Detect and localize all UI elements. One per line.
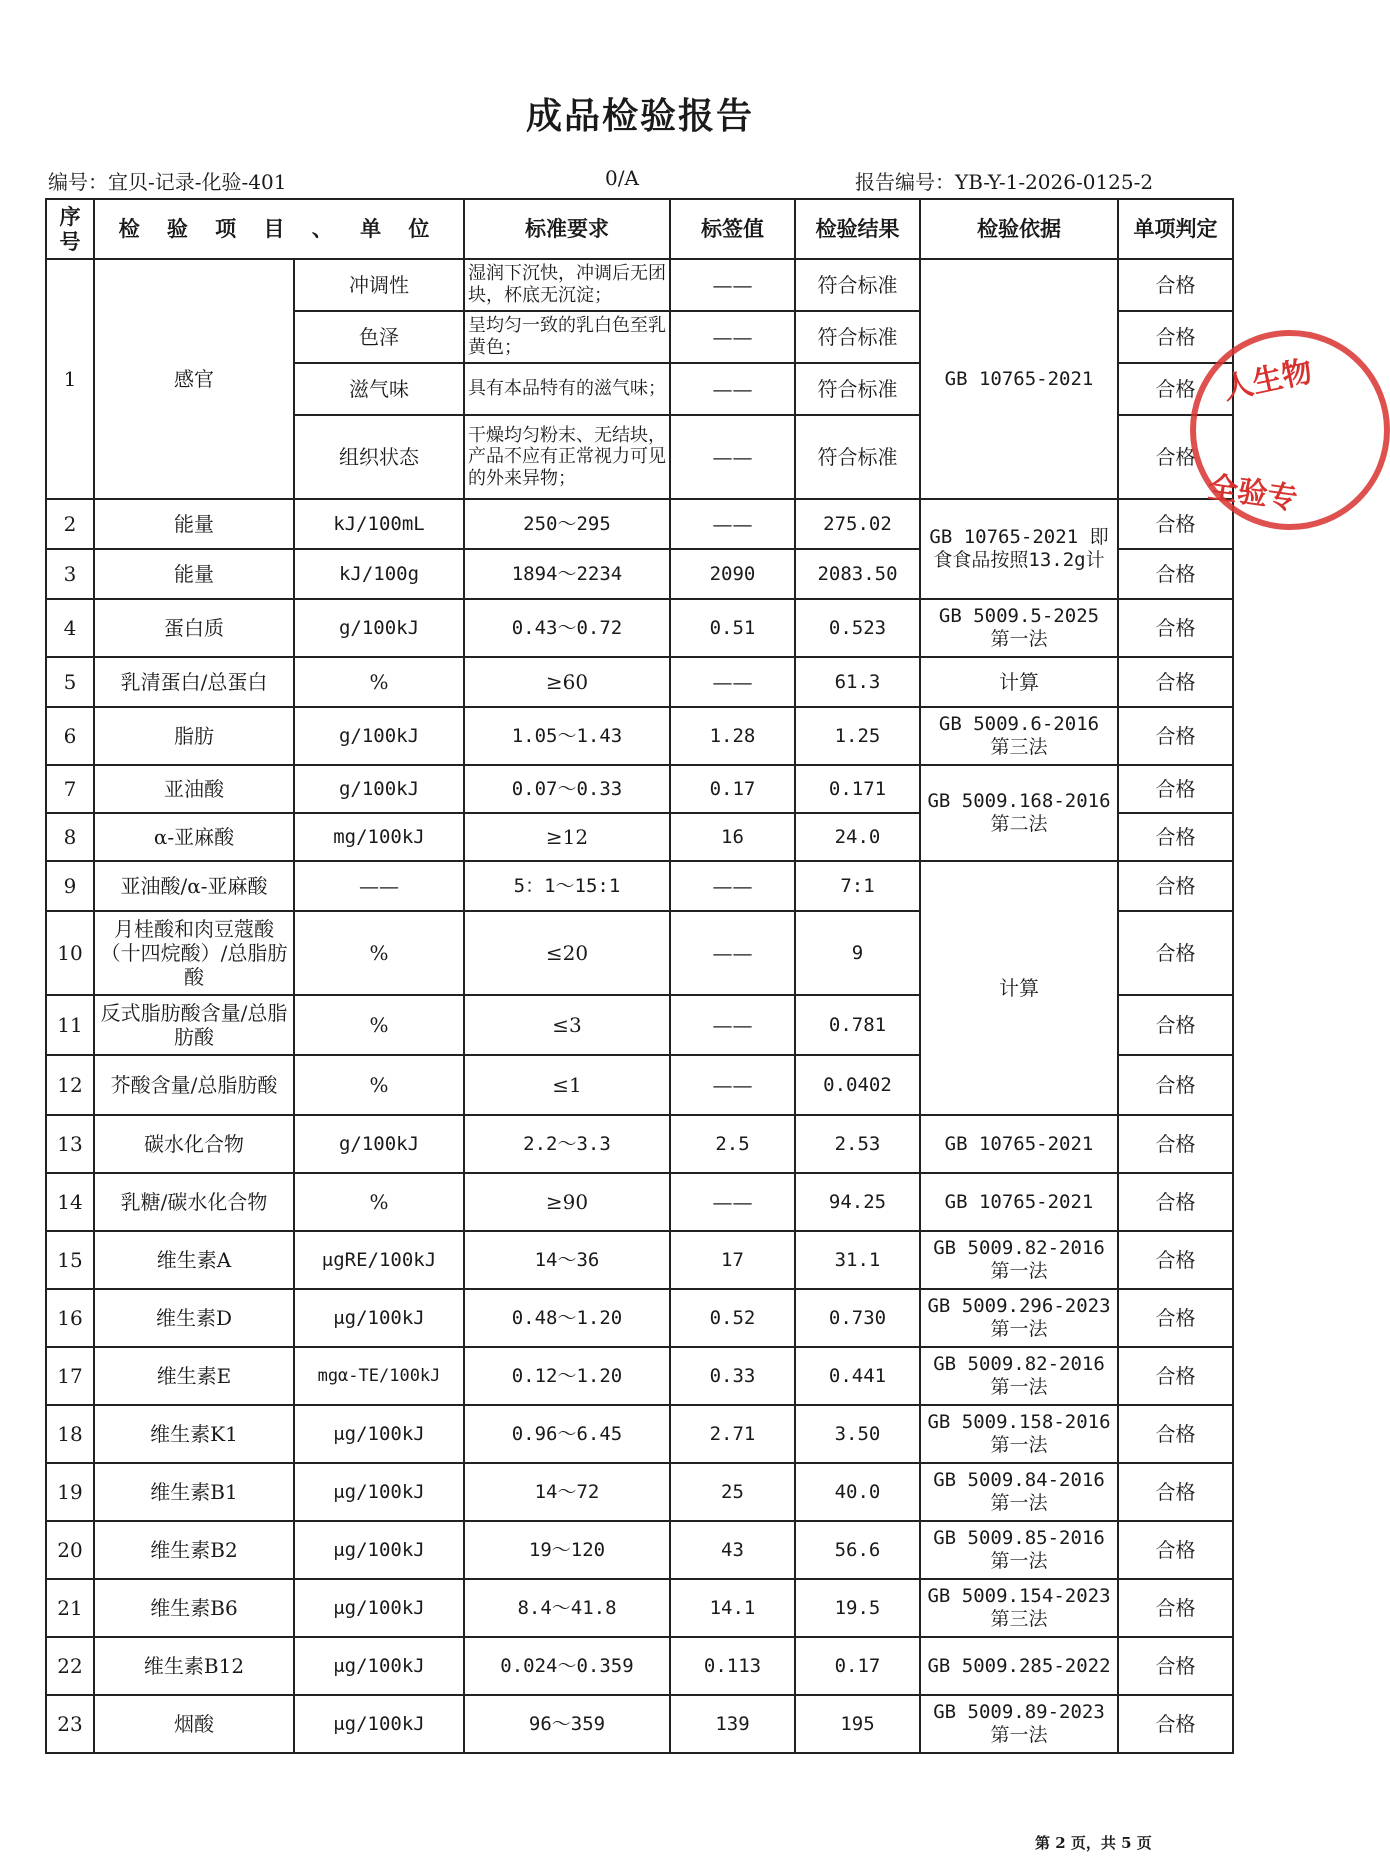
row-judgement: 合格: [1118, 1521, 1233, 1579]
row-no: 20: [46, 1521, 94, 1579]
row-standard: 2.2～3.3: [464, 1115, 670, 1173]
row-label: ——: [670, 911, 795, 995]
row-item: 脂肪: [94, 707, 294, 765]
row-basis: GB 10765-2021 即食食品按照13.2g计: [920, 499, 1118, 599]
row-standard: ≥12: [464, 813, 670, 861]
row-sub-item: 色泽: [294, 311, 464, 363]
row-item: 芥酸含量/总脂肪酸: [94, 1055, 294, 1115]
row-basis: GB 5009.82-2016 第一法: [920, 1231, 1118, 1289]
row-item: α-亚麻酸: [94, 813, 294, 861]
table-row: [46, 707, 1233, 765]
table-row: [46, 1695, 1233, 1753]
row-basis: GB 10765-2021: [920, 1115, 1118, 1173]
row-result: 3.50: [795, 1405, 920, 1463]
row-judgement: 合格: [1118, 549, 1233, 599]
row-label: ——: [670, 415, 795, 499]
table-row: [46, 499, 1233, 549]
row-standard: 14～72: [464, 1463, 670, 1521]
row-basis: GB 5009.296-2023 第一法: [920, 1289, 1118, 1347]
row-unit: g/100kJ: [294, 707, 464, 765]
seal-text-top: 人生物: [1220, 353, 1316, 407]
row-result: 40.0: [795, 1463, 920, 1521]
row-item: 亚油酸: [94, 765, 294, 813]
row-item: 维生素B1: [94, 1463, 294, 1521]
row-result: 31.1: [795, 1231, 920, 1289]
col-header-standard: 标准要求: [464, 199, 670, 259]
row-no: 6: [46, 707, 94, 765]
row-standard: 8.4～41.8: [464, 1579, 670, 1637]
row-unit: g/100kJ: [294, 765, 464, 813]
row-basis: GB 5009.168-2016 第二法: [920, 765, 1118, 861]
row-standard: ≥60: [464, 657, 670, 707]
inspection-table: [45, 198, 1234, 1754]
table-row: [46, 657, 1233, 707]
document-version: 0/A: [605, 166, 639, 190]
row-label: 17: [670, 1231, 795, 1289]
row-judgement: 合格: [1118, 657, 1233, 707]
row-result: 0.523: [795, 599, 920, 657]
row-standard: 湿润下沉快，冲调后无团块，杯底无沉淀；: [464, 259, 670, 311]
row-unit: %: [294, 1173, 464, 1231]
row-standard: 具有本品特有的滋气味；: [464, 363, 670, 415]
row-item: 能量: [94, 549, 294, 599]
row-standard: 干燥均匀粉末、无结块，产品不应有正常视力可见的外来异物；: [464, 415, 670, 499]
row-result: 24.0: [795, 813, 920, 861]
row-label: ——: [670, 657, 795, 707]
row-no: 5: [46, 657, 94, 707]
row-no: 9: [46, 861, 94, 911]
row-judgement: 合格: [1118, 1579, 1233, 1637]
row-result: 56.6: [795, 1521, 920, 1579]
row-judgement: 合格: [1118, 1637, 1233, 1695]
row-unit: g/100kJ: [294, 599, 464, 657]
row-judgement: 合格: [1118, 311, 1233, 363]
table-row: [46, 599, 1233, 657]
row-item: 亚油酸/α-亚麻酸: [94, 861, 294, 911]
row-standard: 14～36: [464, 1231, 670, 1289]
row-sub-item: 组织状态: [294, 415, 464, 499]
row-standard: ≥90: [464, 1173, 670, 1231]
row-label: 0.33: [670, 1347, 795, 1405]
row-result: 275.02: [795, 499, 920, 549]
table-row: [46, 1463, 1233, 1521]
row-no: 21: [46, 1579, 94, 1637]
row-basis: GB 10765-2021: [920, 1173, 1118, 1231]
table-row: [46, 1405, 1233, 1463]
row-unit: μg/100kJ: [294, 1579, 464, 1637]
row-judgement: 合格: [1118, 1055, 1233, 1115]
row-item: 碳水化合物: [94, 1115, 294, 1173]
col-header-basis: 检验依据: [920, 199, 1118, 259]
row-unit: g/100kJ: [294, 1115, 464, 1173]
row-basis: GB 5009.5-2025 第一法: [920, 599, 1118, 657]
table-row: [46, 1579, 1233, 1637]
row-unit: %: [294, 911, 464, 995]
row-no: 7: [46, 765, 94, 813]
row-label: ——: [670, 499, 795, 549]
row-judgement: 合格: [1118, 813, 1233, 861]
row-no: 11: [46, 995, 94, 1055]
row-item: 维生素A: [94, 1231, 294, 1289]
row-standard: 0.12～1.20: [464, 1347, 670, 1405]
row-judgement: 合格: [1118, 707, 1233, 765]
row-label: 0.51: [670, 599, 795, 657]
row-label: ——: [670, 995, 795, 1055]
row-unit: μg/100kJ: [294, 1695, 464, 1753]
row-label: ——: [670, 861, 795, 911]
row-standard: 19～120: [464, 1521, 670, 1579]
row-no: 17: [46, 1347, 94, 1405]
row-label: 0.17: [670, 765, 795, 813]
row-judgement: 合格: [1118, 499, 1233, 549]
row-item: 能量: [94, 499, 294, 549]
row-result: 2.53: [795, 1115, 920, 1173]
table-row: [46, 1289, 1233, 1347]
row-label: ——: [670, 1055, 795, 1115]
seal-text-bottom: 全验专: [1205, 469, 1300, 518]
row-label: 0.52: [670, 1289, 795, 1347]
row-no: 8: [46, 813, 94, 861]
table-row: [46, 1637, 1233, 1695]
row-standard: 250～295: [464, 499, 670, 549]
row-label: 16: [670, 813, 795, 861]
row-result: 符合标准: [795, 259, 920, 311]
row-label: ——: [670, 311, 795, 363]
row-basis: GB 5009.158-2016 第一法: [920, 1405, 1118, 1463]
row-unit: μg/100kJ: [294, 1463, 464, 1521]
table-row: [46, 1115, 1233, 1173]
row-unit: μg/100kJ: [294, 1289, 464, 1347]
row-standard: 0.43～0.72: [464, 599, 670, 657]
row-result: 0.0402: [795, 1055, 920, 1115]
row-judgement: 合格: [1118, 1115, 1233, 1173]
row-basis: GB 5009.85-2016 第一法: [920, 1521, 1118, 1579]
row-basis: 计算: [920, 657, 1118, 707]
row-item: 感官: [94, 259, 294, 499]
row-result: 0.441: [795, 1347, 920, 1405]
row-basis: 计算: [920, 861, 1118, 1115]
table-row: [46, 1231, 1233, 1289]
row-item: 维生素B12: [94, 1637, 294, 1695]
row-item: 蛋白质: [94, 599, 294, 657]
row-basis: GB 10765-2021: [920, 259, 1118, 499]
document-code: 编号：宜贝-记录-化验-401: [48, 170, 287, 194]
row-label: 25: [670, 1463, 795, 1521]
table-row: [46, 259, 1233, 311]
table-row: [46, 1521, 1233, 1579]
row-no: 15: [46, 1231, 94, 1289]
table-row: [46, 1173, 1233, 1231]
row-item: 维生素D: [94, 1289, 294, 1347]
row-judgement: 合格: [1118, 995, 1233, 1055]
col-header-result: 检验结果: [795, 199, 920, 259]
row-standard: ≤1: [464, 1055, 670, 1115]
col-header-label-value: 标签值: [670, 199, 795, 259]
row-unit: %: [294, 1055, 464, 1115]
row-unit: mg/100kJ: [294, 813, 464, 861]
page-title: 成品检验报告: [525, 95, 754, 137]
row-judgement: 合格: [1118, 599, 1233, 657]
row-judgement: 合格: [1118, 1173, 1233, 1231]
row-label: ——: [670, 363, 795, 415]
row-judgement: 合格: [1118, 363, 1233, 415]
row-no: 23: [46, 1695, 94, 1753]
row-result: 符合标准: [795, 363, 920, 415]
row-item: 乳糖/碳水化合物: [94, 1173, 294, 1231]
row-label: ——: [670, 1173, 795, 1231]
row-standard: 5：1～15:1: [464, 861, 670, 911]
row-sub-item: 冲调性: [294, 259, 464, 311]
row-judgement: 合格: [1118, 1231, 1233, 1289]
row-standard: 1.05～1.43: [464, 707, 670, 765]
row-unit: kJ/100mL: [294, 499, 464, 549]
row-item: 反式脂肪酸含量/总脂肪酸: [94, 995, 294, 1055]
row-judgement: 合格: [1118, 765, 1233, 813]
row-judgement: 合格: [1118, 1405, 1233, 1463]
row-standard: ≤3: [464, 995, 670, 1055]
row-label: 43: [670, 1521, 795, 1579]
row-no: 14: [46, 1173, 94, 1231]
row-standard: 0.96～6.45: [464, 1405, 670, 1463]
table-row: [46, 1347, 1233, 1405]
row-no: 12: [46, 1055, 94, 1115]
row-no: 10: [46, 911, 94, 995]
row-unit: ——: [294, 861, 464, 911]
table-header-row: [46, 199, 1233, 259]
row-standard: 呈均匀一致的乳白色至乳黄色；: [464, 311, 670, 363]
col-header-item-unit: 检 验 项 目 、 单 位: [94, 199, 464, 259]
row-result: 0.17: [795, 1637, 920, 1695]
row-result: 19.5: [795, 1579, 920, 1637]
row-basis: GB 5009.285-2022: [920, 1637, 1118, 1695]
row-standard: 0.07～0.33: [464, 765, 670, 813]
row-judgement: 合格: [1118, 259, 1233, 311]
row-judgement: 合格: [1118, 861, 1233, 911]
row-result: 0.730: [795, 1289, 920, 1347]
row-item: 烟酸: [94, 1695, 294, 1753]
row-judgement: 合格: [1118, 1289, 1233, 1347]
row-result: 195: [795, 1695, 920, 1753]
row-result: 0.171: [795, 765, 920, 813]
row-basis: GB 5009.6-2016 第三法: [920, 707, 1118, 765]
row-label: 1.28: [670, 707, 795, 765]
report-number: 报告编号：YB-Y-1-2026-0125-2: [855, 170, 1154, 194]
row-judgement: 合格: [1118, 1463, 1233, 1521]
row-item: 维生素B2: [94, 1521, 294, 1579]
row-item: 维生素K1: [94, 1405, 294, 1463]
row-result: 2083.50: [795, 549, 920, 599]
row-unit: μg/100kJ: [294, 1405, 464, 1463]
row-no: 3: [46, 549, 94, 599]
row-unit: mgα-TE/100kJ: [294, 1347, 464, 1405]
table-row: [46, 765, 1233, 813]
row-label: 2090: [670, 549, 795, 599]
row-label: 14.1: [670, 1579, 795, 1637]
row-standard: ≤20: [464, 911, 670, 995]
row-unit: %: [294, 657, 464, 707]
table-row: [46, 861, 1233, 911]
row-result: 7:1: [795, 861, 920, 911]
row-standard: 96～359: [464, 1695, 670, 1753]
row-result: 1.25: [795, 707, 920, 765]
row-basis: GB 5009.89-2023 第一法: [920, 1695, 1118, 1753]
row-result: 符合标准: [795, 311, 920, 363]
row-judgement: 合格: [1118, 911, 1233, 995]
col-header-no: 序号: [46, 199, 94, 259]
row-label: 0.113: [670, 1637, 795, 1695]
row-no: 2: [46, 499, 94, 549]
row-no: 13: [46, 1115, 94, 1173]
row-judgement: 合格: [1118, 1347, 1233, 1405]
row-unit: μg/100kJ: [294, 1521, 464, 1579]
col-header-judgement: 单项判定: [1118, 199, 1233, 259]
row-no: 4: [46, 599, 94, 657]
row-sub-item: 滋气味: [294, 363, 464, 415]
row-item: 维生素E: [94, 1347, 294, 1405]
row-no: 19: [46, 1463, 94, 1521]
row-unit: %: [294, 995, 464, 1055]
row-standard: 0.48～1.20: [464, 1289, 670, 1347]
row-label: 139: [670, 1695, 795, 1753]
page-number: 第 2 页，共 5 页: [1035, 1834, 1152, 1852]
row-result: 0.781: [795, 995, 920, 1055]
row-no: 18: [46, 1405, 94, 1463]
row-no: 16: [46, 1289, 94, 1347]
row-unit: kJ/100g: [294, 549, 464, 599]
row-no: 22: [46, 1637, 94, 1695]
row-result: 61.3: [795, 657, 920, 707]
row-item: 月桂酸和肉豆蔻酸（十四烷酸）/总脂肪酸: [94, 911, 294, 995]
row-standard: 1894～2234: [464, 549, 670, 599]
row-label: 2.71: [670, 1405, 795, 1463]
row-result: 符合标准: [795, 415, 920, 499]
row-no: 1: [46, 259, 94, 499]
row-judgement: 合格: [1118, 415, 1233, 499]
row-item: 维生素B6: [94, 1579, 294, 1637]
row-standard: 0.024～0.359: [464, 1637, 670, 1695]
row-unit: μgRE/100kJ: [294, 1231, 464, 1289]
row-label: 2.5: [670, 1115, 795, 1173]
row-result: 94.25: [795, 1173, 920, 1231]
row-basis: GB 5009.84-2016 第一法: [920, 1463, 1118, 1521]
row-item: 乳清蛋白/总蛋白: [94, 657, 294, 707]
row-unit: μg/100kJ: [294, 1637, 464, 1695]
row-judgement: 合格: [1118, 1695, 1233, 1753]
row-result: 9: [795, 911, 920, 995]
row-basis: GB 5009.82-2016 第一法: [920, 1347, 1118, 1405]
row-label: ——: [670, 259, 795, 311]
row-basis: GB 5009.154-2023 第三法: [920, 1579, 1118, 1637]
